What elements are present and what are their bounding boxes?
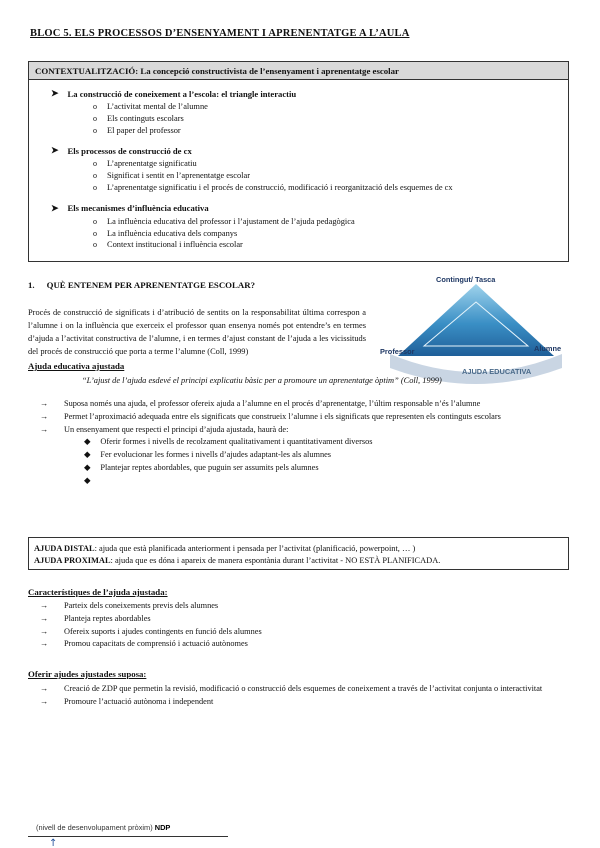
circle-bullet-icon: o xyxy=(93,171,97,181)
section-1-number: 1. xyxy=(28,280,35,290)
arrow-list-item-text: Suposa només una ajuda, el professor ofereix ajuda a l’alumne en el procés d’aprenentatge, l’últim responsable n’és l’alumne xyxy=(64,399,481,408)
right-arrow-icon: → xyxy=(40,639,49,649)
contextualization-label: CONTEXTUALITZACIÓ xyxy=(35,66,136,76)
circle-bullet-icon: o xyxy=(93,159,97,169)
ajuda-subpoint-text: Plantejar reptes abordables, que puguin ser assumits pels alumnes xyxy=(100,462,319,472)
diagram-label-student: Alumne xyxy=(534,344,562,353)
arrow-list-item xyxy=(40,613,570,626)
context-subitem xyxy=(93,113,568,125)
ajuda-subpoint xyxy=(84,475,570,488)
footnote xyxy=(36,823,170,832)
right-arrow-icon: → xyxy=(40,411,49,421)
context-section xyxy=(51,88,568,136)
ajuda-types-box xyxy=(28,537,569,570)
context-subitem xyxy=(93,125,568,137)
contextualization-text: : La concepció constructivista de l’ensenyament i aprenentatge escolar xyxy=(135,66,399,76)
arrow-list-item-text: Promou capacitats de comprensió i actuació autònomes xyxy=(64,639,248,649)
section-1-title: QUÈ ENTENEM PER APRENENTATGE ESCOLAR? xyxy=(46,280,255,290)
context-subitem-text: Els continguts escolars xyxy=(107,113,184,123)
arrow-list-item xyxy=(40,424,570,437)
contextualization-header xyxy=(29,62,568,80)
arrowhead-icon: ➤ xyxy=(51,202,59,213)
circle-bullet-icon: o xyxy=(93,125,97,135)
ajuda-distal-line xyxy=(34,543,563,555)
diagram-banner-label: AJUDA EDUCATIVA xyxy=(462,367,532,376)
context-section-title xyxy=(51,145,568,156)
ajuda-distal-text: : ajuda que està planificada anteriorment i pensada per l’activitat (planificació, powerpoint, … ) xyxy=(94,544,416,553)
ajuda-proximal-label: AJUDA PROXIMAL xyxy=(34,556,111,565)
arrow-list-item-text: Permet l’aproximació adequada entre els significats que construeix l’alumne i els significats que representen els continguts escolars xyxy=(64,411,501,421)
ajuda-proximal-text: : ajuda que es dóna i apareix de manera espontània durant l’activitat - NO ESTÀ PLANIFICADA. xyxy=(110,556,441,565)
right-arrow-icon: → xyxy=(40,696,49,706)
circle-bullet-icon: o xyxy=(93,182,97,192)
arrow-list-item xyxy=(40,638,570,651)
contextualization-box xyxy=(28,61,569,262)
ajuda-quote: “L’ajust de l’ajuda esdevé el principi explicatiu bàsic per a promoure un aprenentatge òptim” (Coll, 1999) xyxy=(82,376,442,385)
context-section-title-text: Els processos de construcció de cx xyxy=(67,145,192,156)
arrowhead-icon: ➤ xyxy=(51,88,59,98)
circle-bullet-icon: o xyxy=(93,228,97,238)
diamond-bullet-icon: ◆ xyxy=(84,437,91,447)
right-arrow-icon: → xyxy=(40,613,49,623)
diamond-bullet-icon: ◆ xyxy=(84,450,91,460)
circle-bullet-icon: o xyxy=(93,113,97,123)
context-section xyxy=(51,145,568,193)
right-arrow-icon: → xyxy=(40,601,49,610)
ajuda-distal-label: AJUDA DISTAL xyxy=(34,544,95,553)
context-subitem-text: La influència educativa dels companys xyxy=(107,228,238,238)
caracteristiques-heading: Característiques de l’ajuda ajustada: xyxy=(28,587,168,597)
arrow-list-item-text: Planteja reptes abordables xyxy=(64,613,151,623)
context-subitem-text: Context institucional i influència escolar xyxy=(107,240,243,250)
contextualization-body xyxy=(29,80,568,251)
oferir-list xyxy=(40,683,570,709)
context-section-title xyxy=(51,88,568,99)
document-title: BLOC 5. ELS PROCESSOS D’ENSENYAMENT I APRENENTATGE A L’AULA xyxy=(30,28,410,39)
arrow-list-item-text: Un ensenyament que respecti el principi d’ajuda ajustada, haurà de: xyxy=(64,424,289,434)
circle-bullet-icon: o xyxy=(93,216,97,226)
context-subitem-text: Significat i sentit en l’aprenentatge escolar xyxy=(107,171,251,181)
diagram-label-teacher: Professor xyxy=(380,347,415,356)
arrow-list-item-text: Creació de ZDP que permetin la revisió, modificació o construcció dels esquemes de coneixement a través de l’activitat conjunta o interactivitat xyxy=(64,684,543,693)
diamond-bullet-icon: ◆ xyxy=(84,462,91,472)
section-1-paragraph: Procés de construcció de significats i d’atribució de sentits on la responsabilitat última correspon a l’alumne i on la influència que exerceix el professor quan ensenya només pot entendre’s en termes d’ajuda a l’activitat constructiva de l’alumne, i en termes d’ajust constant de l’ajuda a les vicissituds del procés de construcció que porta a terme l’alumne (Coll, 1999) xyxy=(28,308,366,356)
context-subitem-text: L’aprenentatge significatiu xyxy=(107,159,197,169)
diagram-label-content: Contingut/ Tasca xyxy=(436,275,496,284)
context-subitem xyxy=(93,158,568,170)
footnote-separator xyxy=(28,836,228,837)
ajuda-subpoint xyxy=(84,436,570,449)
arrow-list-item-text: Promoure l’actuació autònoma i independent xyxy=(64,696,214,706)
arrow-list-item xyxy=(40,683,570,696)
caracteristiques-list xyxy=(40,600,570,651)
diamond-bullet-icon: ◆ xyxy=(84,475,91,485)
context-subitem-text: La influència educativa del professor i l’ajustament de l’ajuda pedagògica xyxy=(107,216,355,226)
context-subitems xyxy=(51,101,568,136)
ajuda-subpoint xyxy=(84,449,570,462)
up-arrow-icon: ↑ xyxy=(49,838,58,848)
context-section-title-text: Els mecanismes d’influència educativa xyxy=(67,203,209,214)
context-section-title-text: La construcció de coneixement a l’escola: el triangle interactiu xyxy=(67,88,297,99)
arrow-list-item xyxy=(40,411,570,424)
section-1-heading xyxy=(28,280,255,290)
context-subitem xyxy=(93,228,568,240)
context-subitems xyxy=(51,216,568,251)
context-subitem xyxy=(93,216,568,228)
interactive-triangle-diagram xyxy=(376,272,576,388)
right-arrow-icon: → xyxy=(40,399,49,408)
context-subitem-text: El paper del professor xyxy=(107,125,181,135)
ajuda-heading: Ajuda educativa ajustada xyxy=(28,361,125,371)
right-arrow-icon: → xyxy=(40,684,49,693)
context-subitems xyxy=(51,158,568,193)
ajuda-proximal-line xyxy=(34,555,563,567)
circle-bullet-icon: o xyxy=(93,240,97,250)
arrow-list-item-text: Parteix dels coneixements previs dels alumnes xyxy=(64,601,219,610)
footnote-text: (nivell de desenvolupament pròxim) xyxy=(36,823,155,832)
arrowhead-icon: ➤ xyxy=(51,145,59,156)
oferir-heading: Oferir ajudes ajustades suposa: xyxy=(28,669,147,679)
arrow-list-item-text: Ofereix suports i ajudes contingents en funció dels alumnes xyxy=(64,626,262,636)
arrow-list-item xyxy=(40,398,570,411)
arrow-list-item xyxy=(40,696,570,709)
right-arrow-icon: → xyxy=(40,626,49,636)
right-arrow-icon: → xyxy=(40,424,49,434)
ajuda-points-list xyxy=(40,398,570,488)
context-subitem xyxy=(93,101,568,113)
context-subitem xyxy=(93,239,568,251)
context-subitem xyxy=(93,182,568,194)
footnote-bold: NDP xyxy=(154,823,171,832)
ajuda-subpoint-text: Fer evolucionar les formes i nivells d’ajudes adaptant-les als alumnes xyxy=(100,450,332,460)
arrow-list-item xyxy=(40,600,570,613)
circle-bullet-icon: o xyxy=(93,102,97,111)
context-subitem xyxy=(93,170,568,182)
context-subitem-text: L’aprenentatge significatiu i el procés de construcció, modificació i reorganització dels esquemes de cx xyxy=(107,182,453,192)
ajuda-subpoints xyxy=(40,436,570,487)
context-section-title xyxy=(51,203,568,214)
ajuda-subpoint-text: Oferir formes i nivells de recolzament qualitativament i quantitativament diversos xyxy=(100,437,373,447)
arrow-list-item xyxy=(40,626,570,639)
ajuda-subpoint xyxy=(84,462,570,475)
context-section xyxy=(51,203,568,251)
outer-triangle xyxy=(398,284,554,356)
context-subitem-text: L’activitat mental de l’alumne xyxy=(107,102,208,111)
